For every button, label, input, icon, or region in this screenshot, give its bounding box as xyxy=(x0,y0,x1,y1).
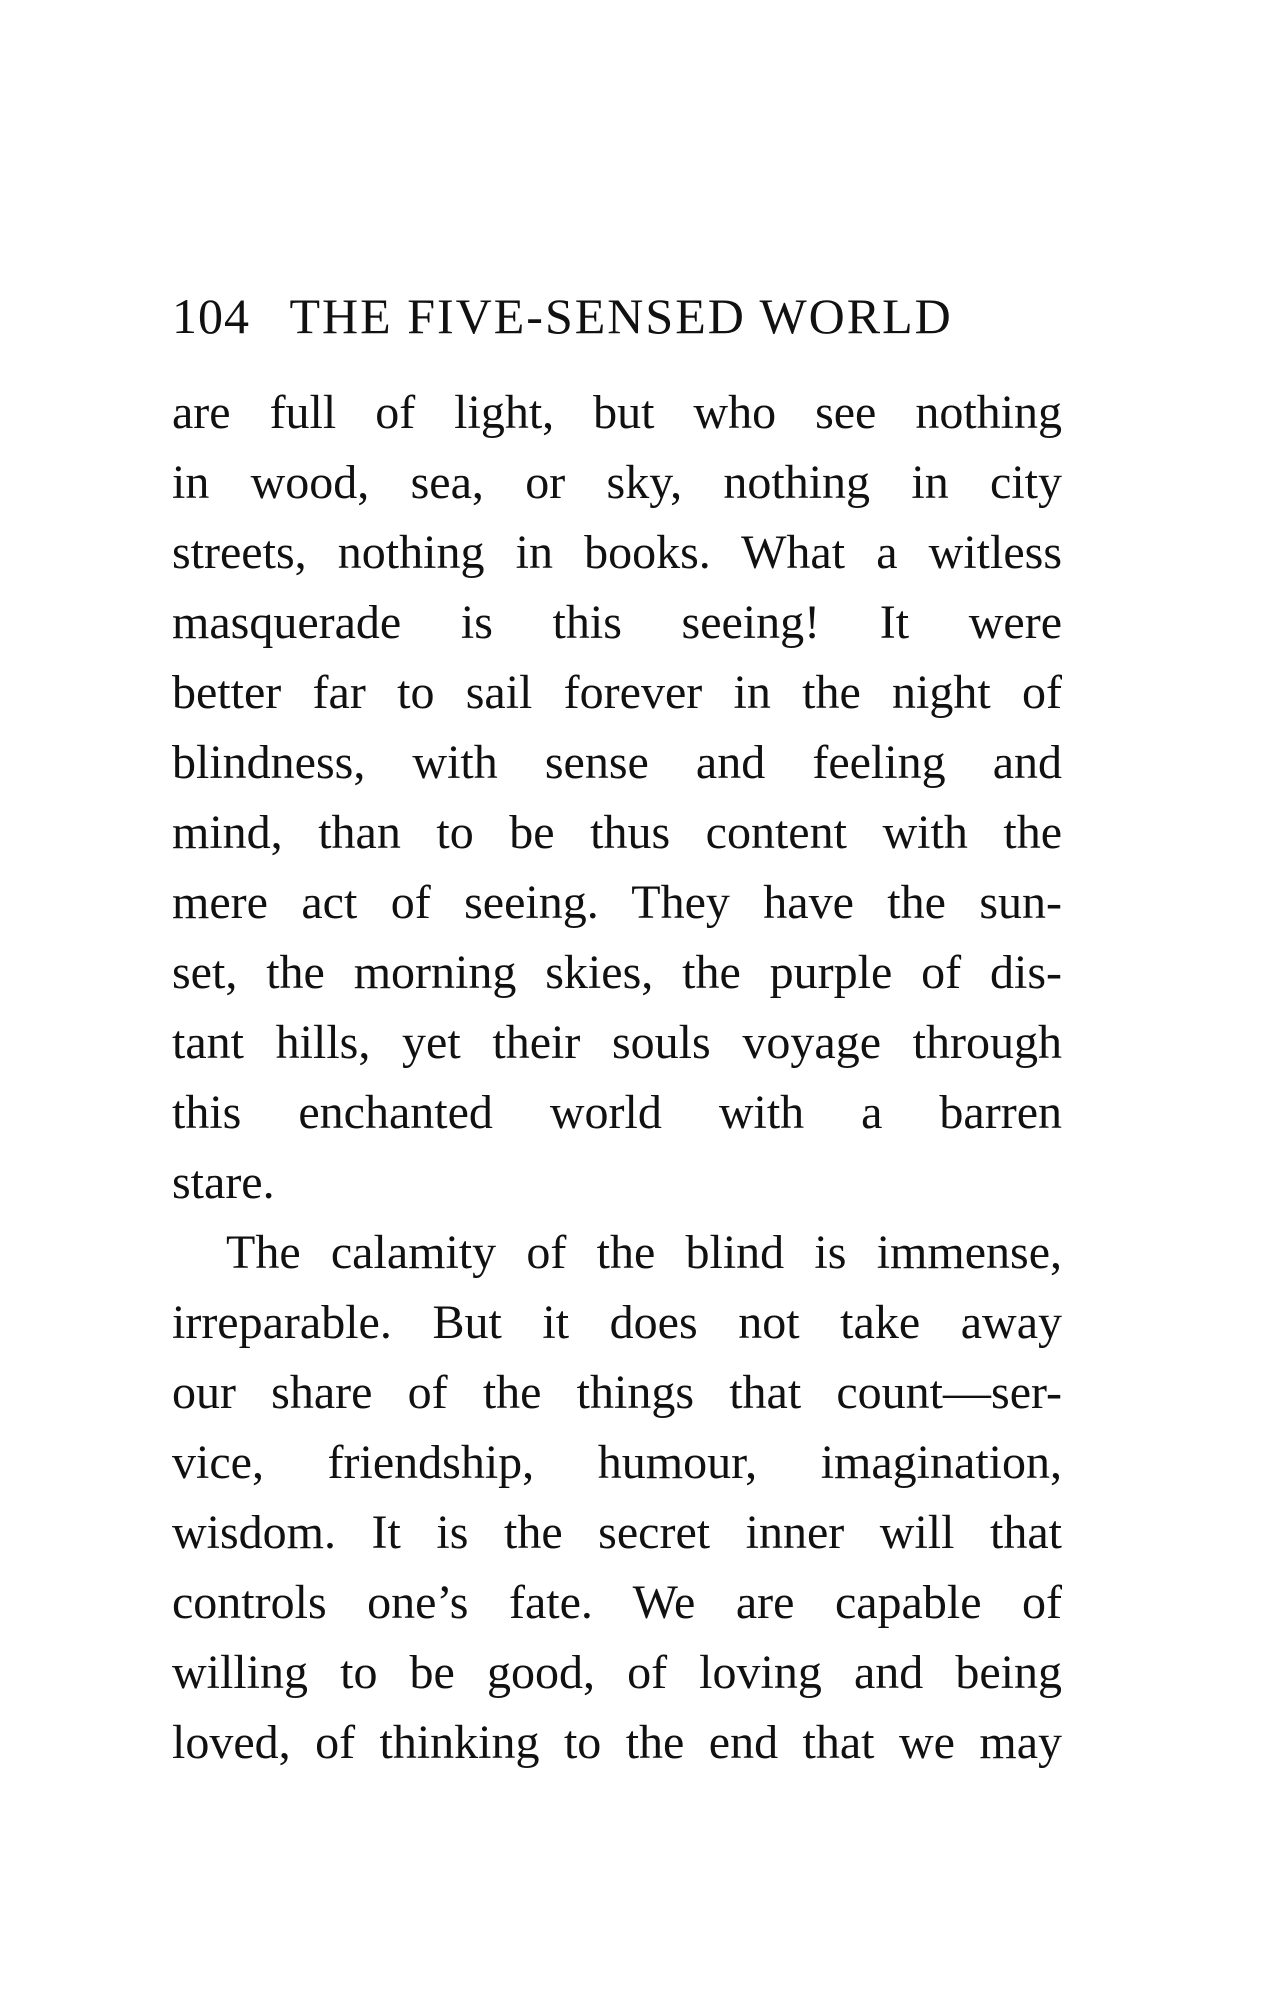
text-line: masquerade is this seeing! It were xyxy=(172,596,1062,649)
text-line: our share of the things that count—ser- xyxy=(172,1366,1062,1419)
text-line: controls one’s fate. We are capable of xyxy=(172,1576,1062,1629)
text-line: irreparable. But it does not take away xyxy=(172,1296,1062,1349)
text-line: better far to sail forever in the night of xyxy=(172,666,1062,719)
running-head xyxy=(172,284,1027,348)
text-line: mind, than to be thus content with the xyxy=(172,806,1062,859)
text-line: vice, friendship, humour, imagination, xyxy=(172,1436,1062,1489)
text-line: willing to be good, of loving and being xyxy=(172,1646,1062,1699)
running-title: THE FIVE-SENSED WORLD xyxy=(289,288,953,344)
text-line: in wood, sea, or sky, nothing in city xyxy=(172,456,1062,509)
paragraph-2 xyxy=(172,1218,1062,1778)
text-line: this enchanted world with a barren xyxy=(172,1086,1062,1139)
text-line: stare. xyxy=(172,1156,275,1209)
text-line: wisdom. It is the secret inner will that xyxy=(172,1506,1062,1559)
text-line: tant hills, yet their souls voyage through xyxy=(172,1016,1062,1069)
text-line: mere act of seeing. They have the sun- xyxy=(172,876,1062,929)
text-line: set, the morning skies, the purple of dis- xyxy=(172,946,1062,999)
page-number: 104 xyxy=(172,288,250,344)
text-line: blindness, with sense and feeling and xyxy=(172,736,1062,789)
paragraph-1 xyxy=(172,378,1062,1218)
text-line: The calamity of the blind is immense, xyxy=(226,1226,1062,1279)
body-text xyxy=(172,378,1062,1778)
text-line: streets, nothing in books. What a witless xyxy=(172,526,1062,579)
text-line: are full of light, but who see nothing xyxy=(172,386,1062,439)
text-line: loved, of thinking to the end that we may xyxy=(172,1716,1062,1769)
